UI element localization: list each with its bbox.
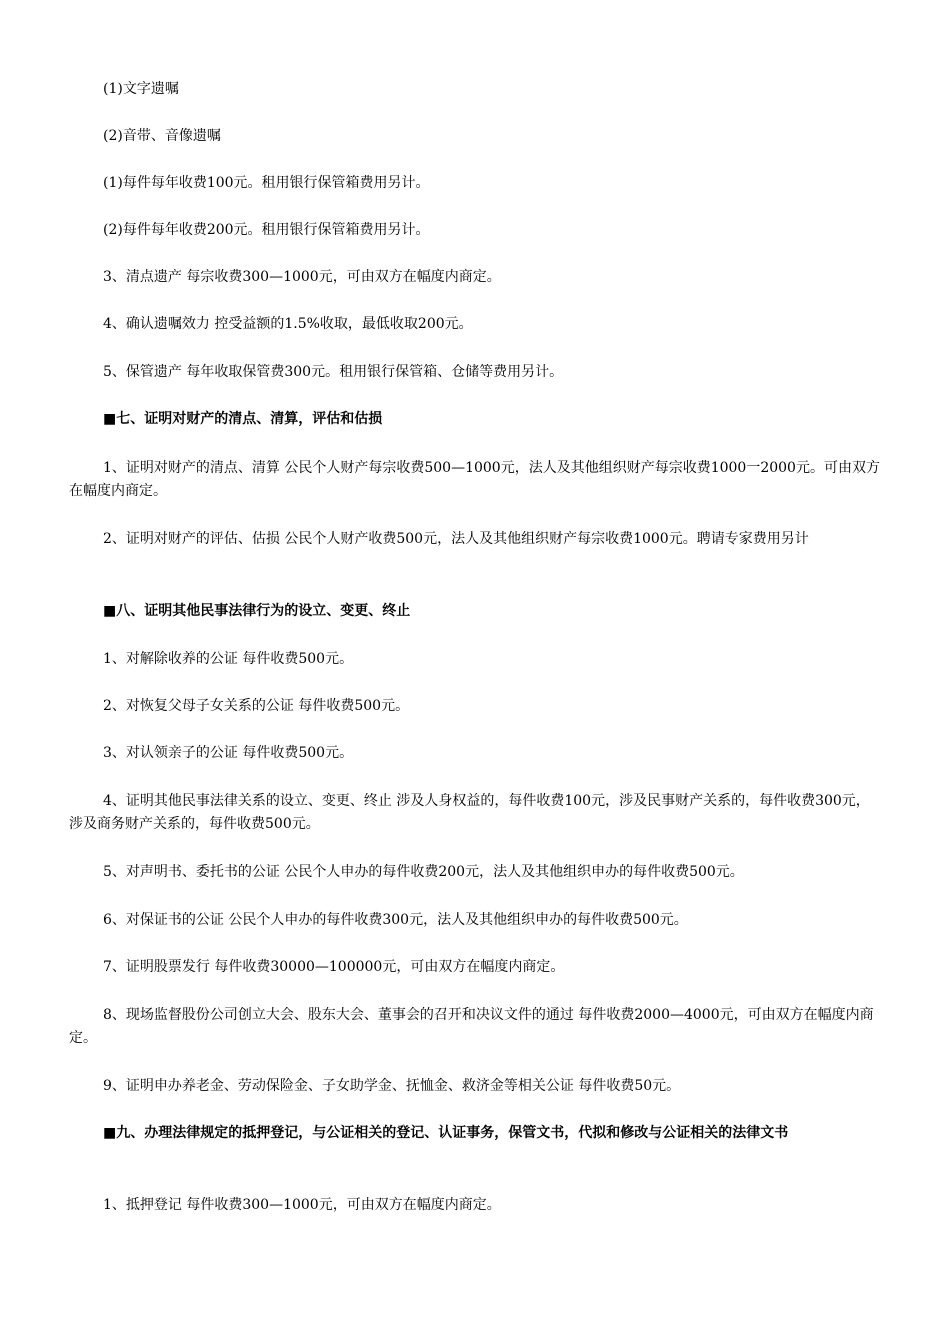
paragraph-mortgage-registration: 1、抵押登记 每件收费300—1000元，可由双方在幅度内商定。 xyxy=(103,1197,501,1213)
paragraph-property-inventory: 1、证明对财产的清点、清算 公民个人财产每宗收费500—1000元，法人及其他组织财产每宗收费1000一2000元。可由双方在幅度内商定。 xyxy=(69,460,880,499)
paragraph-civil-relations: 4、证明其他民事法律关系的设立、变更、终止 涉及人身权益的，每件收费100元，涉及民事财产关系的，每件收费300元，涉及商务财产关系的，每件收费500元。 xyxy=(69,793,870,832)
section-heading-7: ■七、证明对财产的清点、清算，评估和估损 xyxy=(103,411,383,427)
paragraph-inventory-estate: 3、清点遗产 每宗收费300—1000元，可由双方在幅度内商定。 xyxy=(103,269,501,285)
paragraph-dissolve-adoption: 1、对解除收养的公证 每件收费500元。 xyxy=(103,651,354,667)
paragraph-claim-child: 3、对认领亲子的公证 每件收费500元。 xyxy=(103,745,354,761)
paragraph-written-will: (1)文字遗嘱 xyxy=(103,81,179,97)
paragraph-statement-power: 5、对声明书、委托书的公证 公民个人申办的每件收费200元，法人及其他组织申办的每件收费500元。 xyxy=(103,864,744,880)
paragraph-confirm-will: 4、确认遗嘱效力 控受益额的1.5%收取，最低收取200元。 xyxy=(103,316,473,332)
paragraph-stock-issue: 7、证明股票发行 每件收费30000—100000元，可由双方在幅度内商定。 xyxy=(103,959,565,975)
paragraph-audio-video-will: (2)音带、音像遗嘱 xyxy=(103,128,221,144)
paragraph-restore-relationship: 2、对恢复父母子女关系的公证 每件收费500元。 xyxy=(103,698,410,714)
section-heading-9: ■九、办理法律规定的抵押登记，与公证相关的登记、认证事务，保管文书，代拟和修改与公证相关的法律文书 xyxy=(103,1125,789,1141)
paragraph-fee-200: (2)每件每年收费200元。租用银行保管箱费用另计。 xyxy=(103,222,430,238)
paragraph-pension-notary: 9、证明申办养老金、劳动保险金、子女助学金、抚恤金、救济金等相关公证 每件收费50元。 xyxy=(103,1078,681,1094)
paragraph-fee-100: (1)每件每年收费100元。租用银行保管箱费用另计。 xyxy=(103,175,430,191)
section-heading-8: ■八、证明其他民事法律行为的设立、变更、终止 xyxy=(103,603,411,619)
paragraph-property-assessment: 2、证明对财产的评估、估损 公民个人财产收费500元，法人及其他组织财产每宗收费1000元。聘请专家费用另计 xyxy=(103,531,809,547)
paragraph-onsite-supervision: 8、现场监督股份公司创立大会、股东大会、董事会的召开和决议文件的通过 每件收费2000—4000元，可由双方在幅度内商定。 xyxy=(69,1007,874,1046)
paragraph-keep-estate: 5、保管遗产 每年收取保管费300元。租用银行保管箱、仓储等费用另计。 xyxy=(103,364,564,380)
paragraph-guarantee: 6、对保证书的公证 公民个人申办的每件收费300元，法人及其他组织申办的每件收费500元。 xyxy=(103,912,688,928)
